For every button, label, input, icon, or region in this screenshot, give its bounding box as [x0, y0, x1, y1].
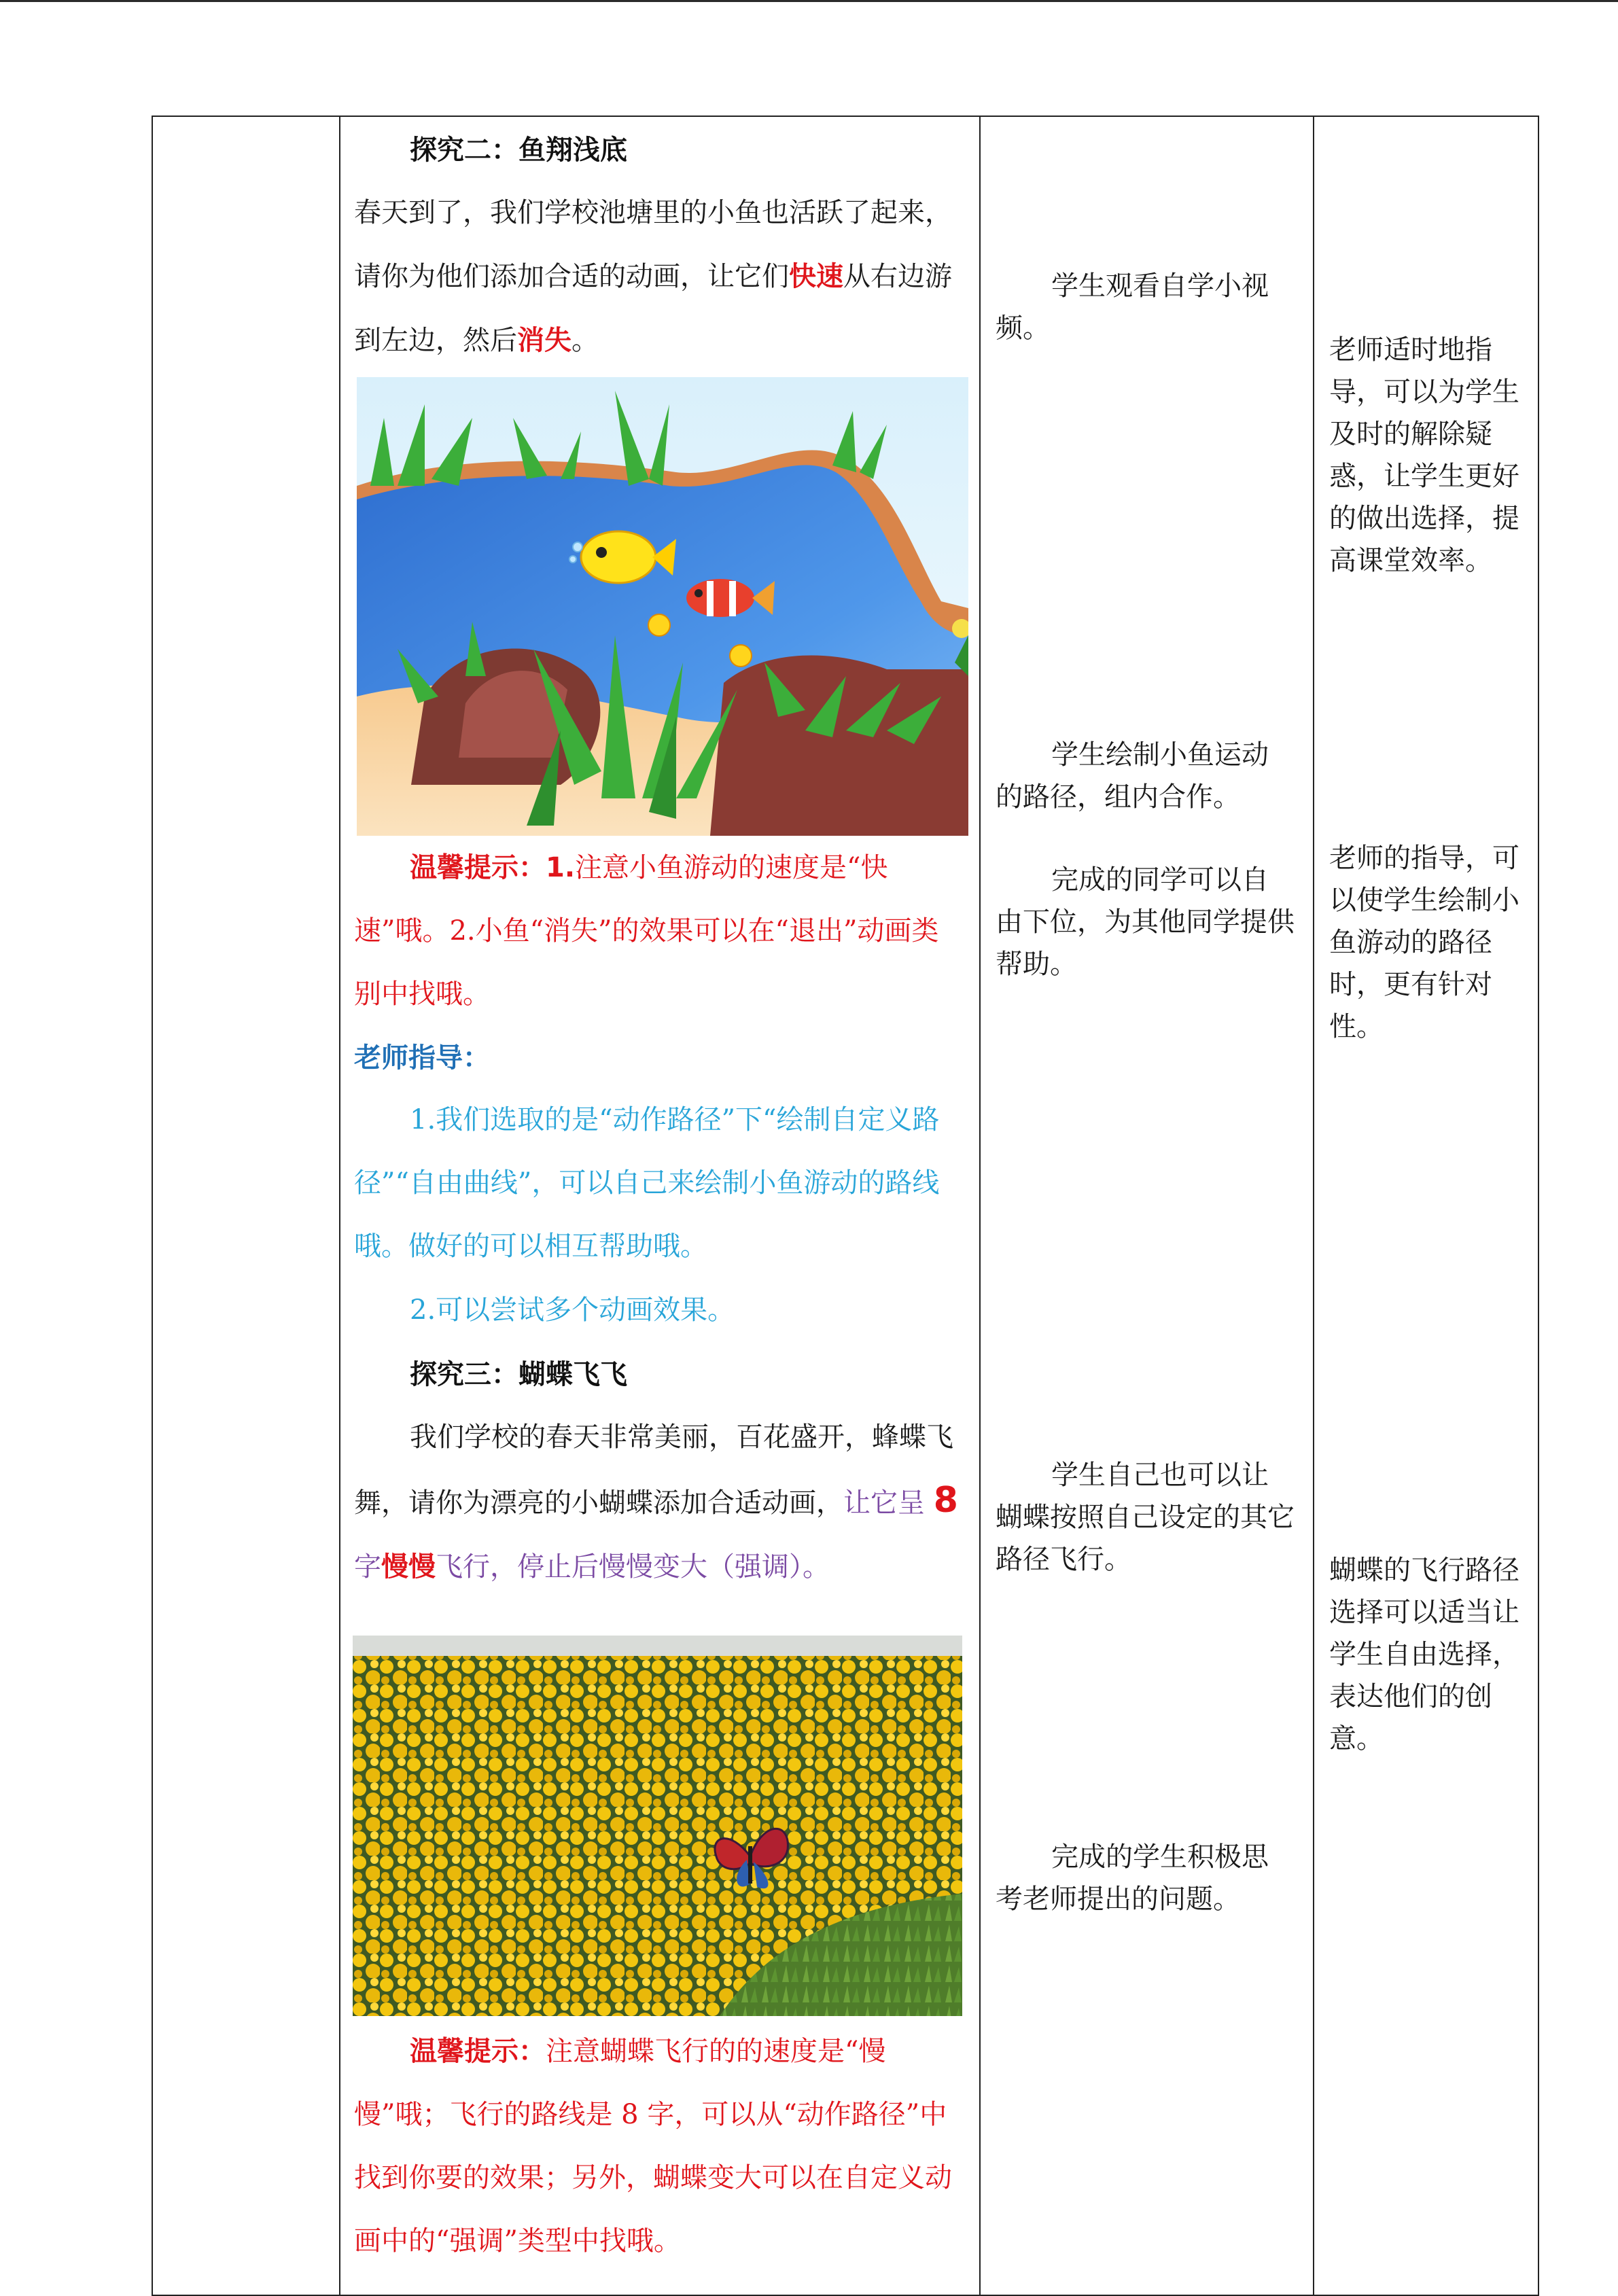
explore3-intro-purple-2: 字 — [354, 1551, 381, 1583]
explore3-heading: 探究三：蝴蝶飞飞 — [410, 1358, 627, 1390]
explore3-tip — [354, 2019, 966, 2273]
design-intent-1: 老师适时地指导，可以为学生及时的解除疑惑，让学生更好的做出选择，提高课堂效率。 — [1329, 334, 1519, 576]
student-activity-cell — [980, 116, 1314, 2295]
pond-fish-illustration — [357, 377, 968, 836]
teacher-guidance-label: 老师指导： — [354, 1042, 490, 1074]
tip-label: 温馨提示： — [410, 2035, 546, 2067]
explore3-intro — [354, 1406, 966, 1599]
student-activity-3: 完成的同学可以自由下位，为其他同学提供帮助。 — [996, 864, 1295, 980]
design-intent-2: 老师的指导，可以使学生绘制小鱼游动的路径时，更有针对性。 — [1329, 843, 1519, 1042]
guidance-item-1: 1.我们选取的是“动作路径”下“绘制自定义路径”“自由曲线”，可以自己来绘制小鱼游动的路线哦。做好的可以相互帮助哦。 — [354, 1104, 940, 1262]
tip-text: 注意小鱼游动的速度是“快速”哦。2.小鱼“消失”的效果可以在“退出”动画类别中找哦。 — [354, 852, 939, 1010]
page-top-rule — [0, 0, 1618, 2]
table-row — [152, 116, 1538, 2295]
explore2-tip — [354, 836, 966, 1026]
lesson-plan-table — [152, 116, 1539, 2296]
keyword-vanish: 消失 — [517, 324, 571, 356]
student-activity-1: 学生观看自学小视频。 — [996, 270, 1269, 344]
design-intent-cell — [1314, 116, 1538, 2295]
tip-number: 1. — [546, 852, 576, 883]
tip-label: 温馨提示： — [410, 851, 546, 883]
explore2-intro-text: 春天到了，我们学校池塘里的小鱼也活跃了起来，请你为他们添加合适的动画，让它们 — [354, 197, 952, 292]
teaching-content-cell — [340, 116, 980, 2295]
flowers-butterfly-photo — [353, 1636, 962, 2016]
explore3-intro-text: 我们学校的春天非常美丽，百花盛开，蜂蝶飞舞，请你为漂亮的小蝴蝶添加合适动画， — [354, 1421, 953, 1519]
explore2-heading: 探究二：鱼翔浅底 — [410, 134, 627, 166]
keyword-fast: 快速 — [789, 260, 843, 292]
tip-text: 注意蝴蝶飞行的的速度是“慢慢”哦；飞行的路线是 8 字，可以从“动作路径”中找到你要的效果；另外，蝴蝶变大可以在自定义动画中的“强调”类型中找哦。 — [354, 2036, 952, 2257]
explore2-intro — [354, 181, 966, 372]
explore2-intro-end: 。 — [571, 325, 599, 356]
guidance-item-2: 2.可以尝试多个动画效果。 — [410, 1294, 735, 1326]
student-activity-2: 学生绘制小鱼运动的路径，组内合作。 — [996, 739, 1269, 813]
design-intent-3: 蝴蝶的飞行路径选择可以适当让学生自由选择，表达他们的创意。 — [1329, 1555, 1519, 1754]
keyword-slow: 慢慢 — [381, 1551, 436, 1583]
explore3-intro-purple-1: 让它呈 — [843, 1487, 934, 1519]
explore2-intro-text-2: 从右边游到左边，然后 — [354, 261, 952, 356]
explore3-intro-purple-3: 飞行，停止后慢慢变大（强调）。 — [436, 1551, 830, 1583]
student-activity-4: 学生自己也可以让蝴蝶按照自己设定的其它路径飞行。 — [996, 1460, 1295, 1575]
stage-column-cell — [152, 116, 340, 2295]
keyword-eight: 8 — [933, 1480, 958, 1521]
student-activity-5: 完成的学生积极思考老师提出的问题。 — [996, 1841, 1269, 1915]
